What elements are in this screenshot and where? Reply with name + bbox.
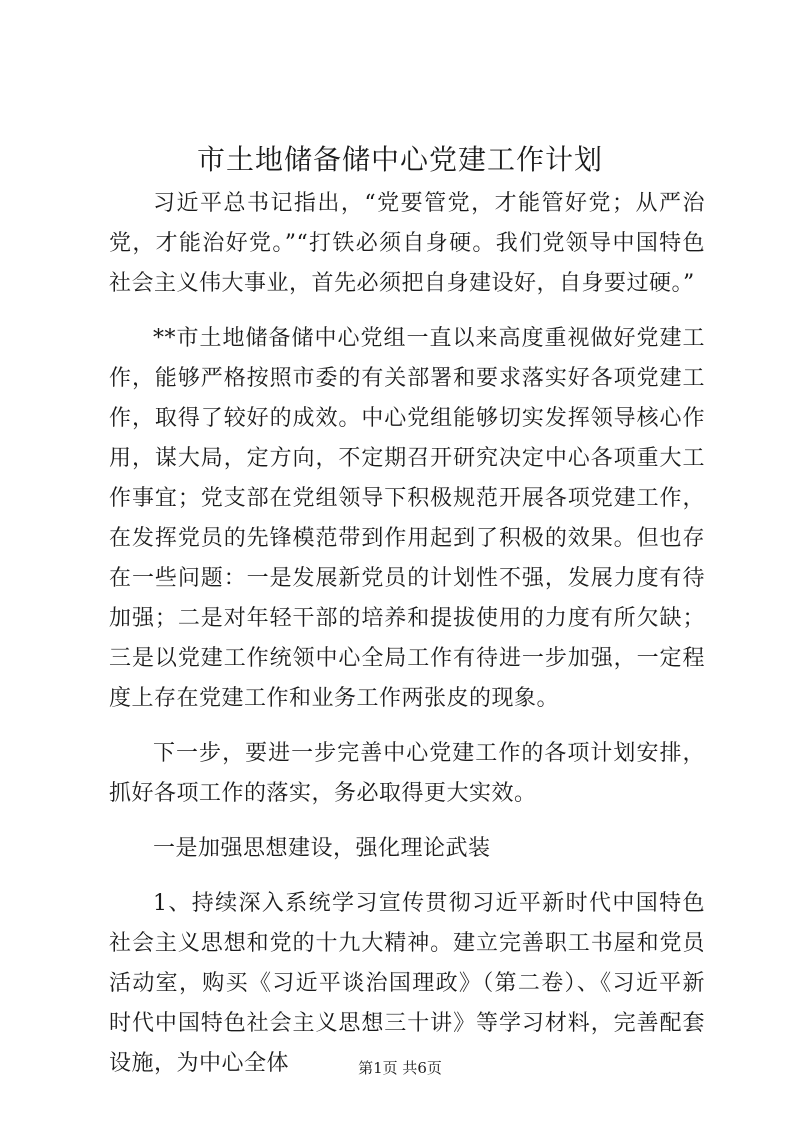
- document-title: 市土地储备储中心党建工作计划: [196, 143, 603, 176]
- paragraph-item-1: 1、持续深入系统学习宣传贯彻习近平新时代中国特色社会主义思想和党的十九大精神。建立完善职工书屋和党员活动室，购买《习近平谈治国理政》（第二卷）、《习近平新时代中国特色社会主义思想三十讲》等学习材料，完善配套设施，为中心全体: [109, 891, 705, 1076]
- paragraph-quote: 习近平总书记指出，“党要管党，才能管好党；从严治党，才能治好党。”“打铁必须自身硬。我们党领导中国特色社会主义伟大事业，首先必须把自身建设好，自身要过硬。”: [109, 191, 705, 296]
- paragraph-status: **市土地储备储中心党组一直以来高度重视做好党建工作，能够严格按照市委的有关部署和要求落实好各项党建工作，取得了较好的成效。中心党组能够切实发挥领导核心作用，谋大局，定方向，不定期召开研究决定中心各项重大工作事宜；党支部在党组领导下积极规范开展各项党建工作，在发挥党员的先锋模范带到作用起到了积极的效果。但也存在一些问题：一是发展新党员的计划性不强，发展力度有待加强；二是对年轻干部的培养和提拔使用的力度有所欠缺；三是以党建工作统领中心全局工作有待进一步加强，一定程度上存在党建工作和业务工作两张皮的现象。: [109, 326, 705, 711]
- page-footer: 第1页 共6页: [358, 1059, 442, 1077]
- section-heading-1: 一是加强思想建设，强化理论武装: [153, 836, 491, 861]
- document-body: [109, 184, 705, 1084]
- paragraph-next-step: 下一步，要进一步完善中心党建工作的各项计划安排，抓好各项工作的落实，务必取得更大实效。: [109, 741, 705, 806]
